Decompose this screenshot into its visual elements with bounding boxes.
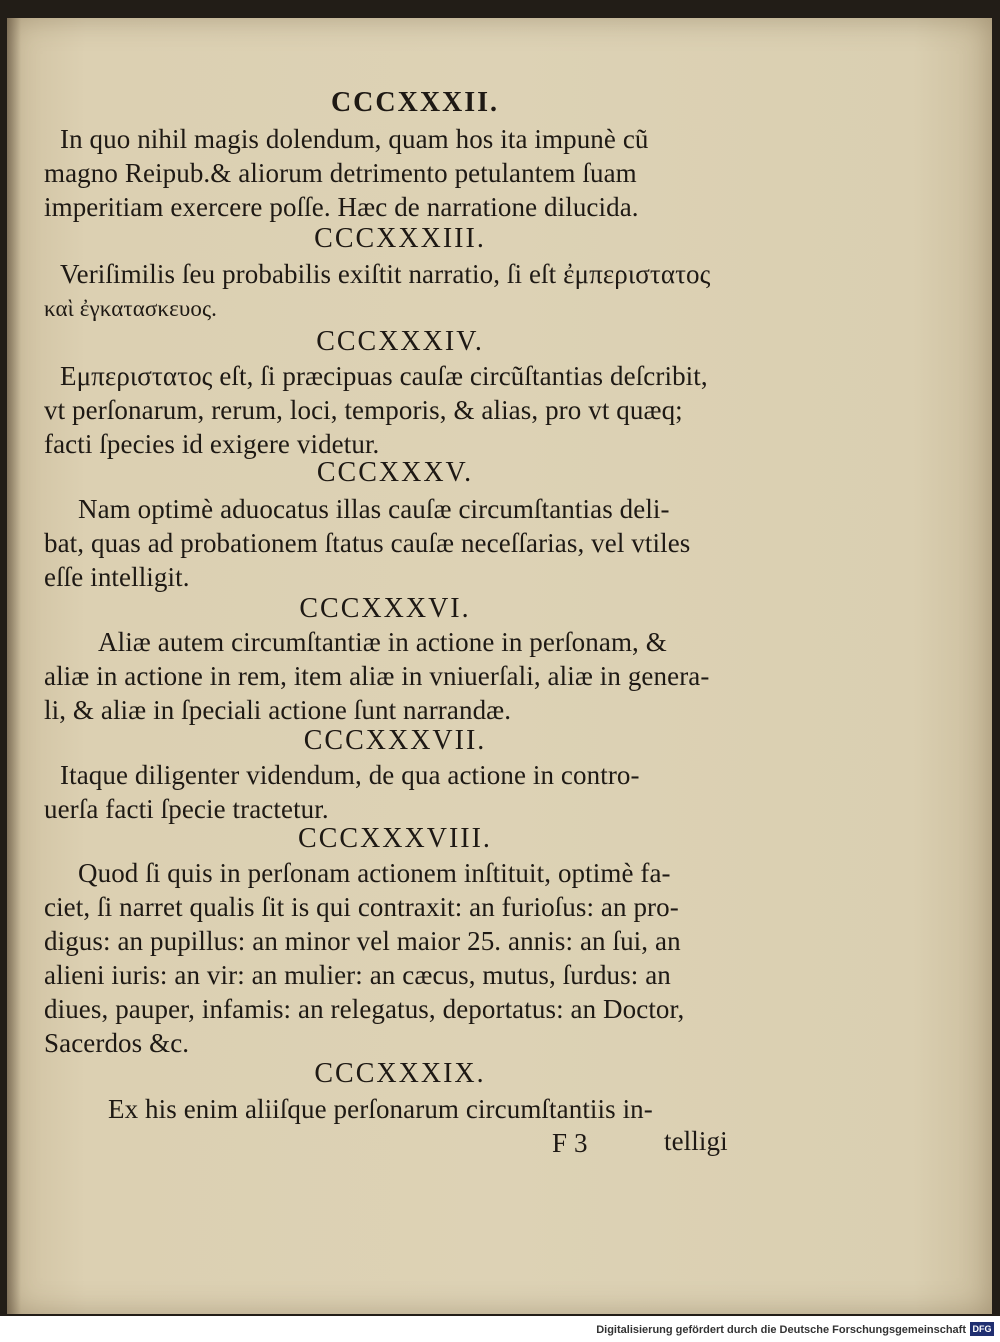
text-line: Sacerdos &c. xyxy=(44,1028,190,1058)
gutter-shadow xyxy=(7,18,21,1314)
section-heading: CCCXXXV. xyxy=(316,457,474,488)
text-line: Itaque diligenter videndum, de qua actione in contro- xyxy=(60,760,640,790)
funding-credit: Digitalisierung gefördert durch die Deutsche Forschungsgemeinschaft xyxy=(596,1324,966,1336)
text-line: magno Reipub.& aliorum detrimento petulantem ſuam xyxy=(44,158,637,188)
text-line: Veriſimilis ſeu probabilis exiſtit narratio, ſi eſt ἐμπεριστατος xyxy=(60,259,711,289)
text-line: Εμπεριστατος eſt, ſi præcipuas cauſæ circũſtantias deſcribit, xyxy=(60,361,708,391)
text-line: In quo nihil magis dolendum, quam hos ita impunè cũ xyxy=(60,124,649,154)
section-heading: CCCXXXII. xyxy=(330,87,500,118)
section-heading: CCCXXXIV. xyxy=(316,326,484,357)
catchword: telligi xyxy=(664,1126,728,1156)
section-heading: CCCXXXVII. xyxy=(303,725,487,756)
section-heading: CCCXXXIII. xyxy=(314,223,486,254)
text-line: Aliæ autem circumſtantiæ in actione in perſonam, & xyxy=(98,627,667,657)
text-line: Quod ſi quis in perſonam actionem inſtituit, optimè fa- xyxy=(78,858,671,888)
text-line: Ex his enim aliiſque perſonarum circumſtantiis in- xyxy=(108,1094,653,1124)
section-heading: CCCXXXIX. xyxy=(314,1058,486,1089)
text-line: Nam optimè aduocatus illas cauſæ circumſtantias deli- xyxy=(78,494,670,524)
text-line: vt perſonarum, rerum, loci, temporis, & alias, pro vt quæq; xyxy=(44,395,683,425)
text-line: li, & aliæ in ſpeciali actione ſunt narrandæ. xyxy=(44,695,512,725)
text-line: uerſa facti ſpecie tractetur. xyxy=(44,794,329,824)
text-line: imperitiam exercere poſſe. Hæc de narratione dilucida. xyxy=(44,192,639,222)
section-heading: CCCXXXVI. xyxy=(299,593,471,624)
text-line: facti ſpecies id exigere videtur. xyxy=(44,429,380,459)
text-line: καὶ ἐγκατασκευος. xyxy=(44,296,218,321)
text-line: alieni iuris: an vir: an mulier: an cæcus, mutus, ſurdus: an xyxy=(44,960,671,990)
text-line: aliæ in actione in rem, item aliæ in vniuerſali, aliæ in genera- xyxy=(44,661,710,691)
text-line: ciet, ſi narret qualis ſit is qui contraxit: an furioſus: an pro- xyxy=(44,892,679,922)
text-line: bat, quas ad probationem ſtatus cauſæ neceſſarias, vel vtiles xyxy=(44,528,691,558)
text-line: digus: an pupillus: an minor vel maior 25. annis: an ſui, an xyxy=(44,926,681,956)
text-line: diues, pauper, infamis: an relegatus, deportatus: an Doctor, xyxy=(44,994,685,1024)
page-signature: F 3 xyxy=(552,1128,588,1158)
text-line: eſſe intelligit. xyxy=(44,562,190,592)
dfg-logo: DFG xyxy=(970,1322,994,1336)
section-heading: CCCXXXVIII. xyxy=(298,823,492,854)
